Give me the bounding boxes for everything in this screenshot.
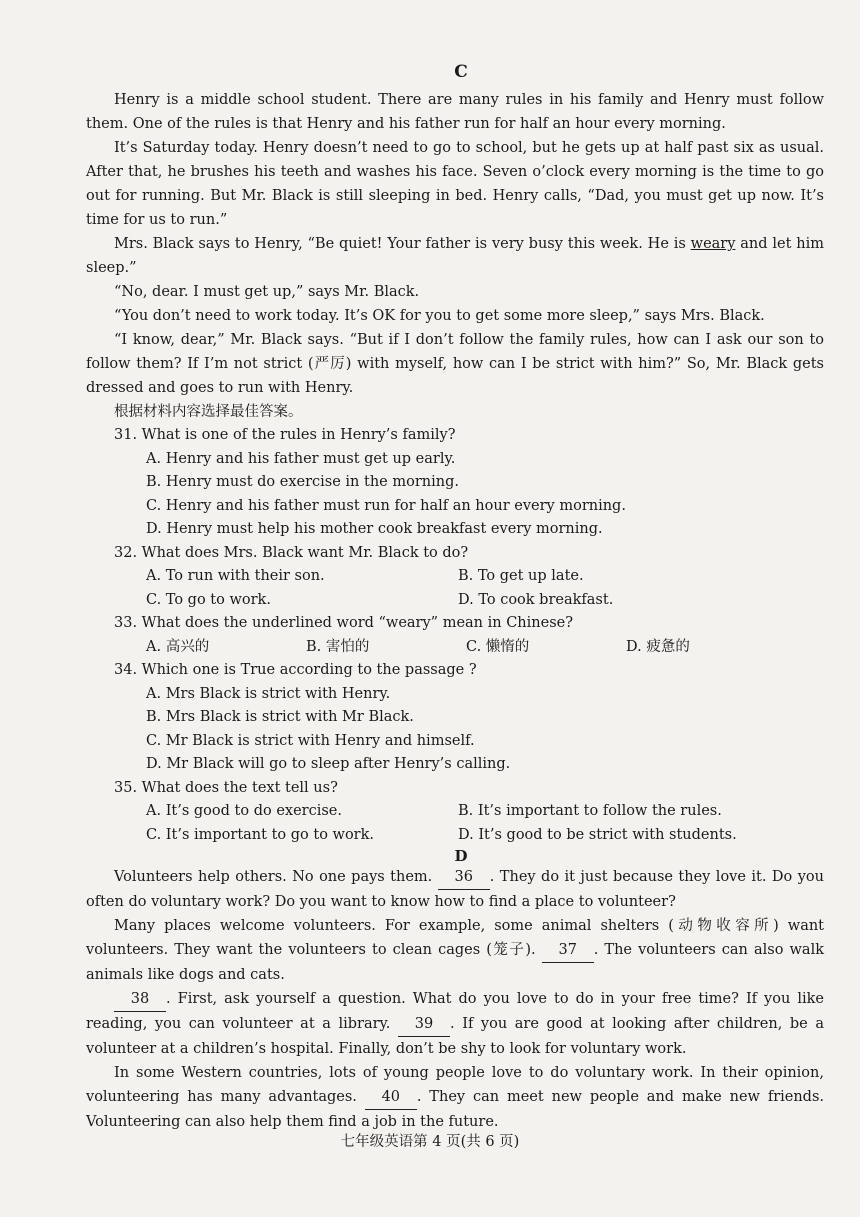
- question-31: [98, 424, 824, 542]
- text: . They can meet new people and make new friends. Volunteering can also help them find a job in the future.: [86, 1089, 825, 1130]
- option-a: A. Mrs Black is strict with Henry.: [146, 685, 391, 702]
- section-c-title: C: [454, 62, 468, 82]
- option-row: [146, 589, 824, 613]
- blank-37: 37: [542, 938, 594, 963]
- passage-d-paragraph-1: [86, 865, 824, 914]
- option-c: C. Mr Black is strict with Henry and himself.: [146, 732, 475, 749]
- passage-c: [86, 88, 824, 400]
- option-b: B. 害怕的: [306, 638, 370, 655]
- option-row: [146, 565, 824, 589]
- option-d: D. Henry must help his mother cook breakfast every morning.: [146, 521, 603, 537]
- option-d: D. To cook breakfast.: [458, 591, 614, 608]
- passage-c-paragraph-3: [86, 232, 824, 280]
- option-b: B. To get up late.: [458, 568, 584, 584]
- question-stem: 34. Which one is True according to the passage ?: [114, 662, 477, 678]
- blank-40: 40: [365, 1085, 417, 1110]
- question-stem: 33. What does the underlined word “weary” mean in Chinese?: [114, 615, 574, 631]
- paragraph-3-text-a: Mrs. Black says to Henry, “Be quiet! Your father is very busy this week. He is: [114, 236, 691, 252]
- option-c: C. To go to work.: [146, 591, 271, 608]
- text: . First, ask yourself a question. What do you love to do in your free time? If you like reading, you can volunteer at a library.: [86, 991, 824, 1032]
- instruction-text: 根据材料内容选择最佳答案。: [114, 404, 303, 420]
- passage-d-paragraph-3: [86, 987, 824, 1061]
- option-c: C. It’s important to go to work.: [146, 826, 375, 843]
- passage-c-paragraph-4: “No, dear. I must get up,” says Mr. Black.: [114, 284, 420, 300]
- question-32: [98, 542, 824, 613]
- text: . They do it just because they love it. Do you often do voluntary work? Do you want to know how to find a place to volunteer?: [86, 869, 824, 910]
- passage-d: [86, 865, 824, 1134]
- text: . The volunteers can also walk animals like dogs and cats.: [86, 942, 824, 983]
- passage-d-paragraph-4: [86, 1061, 824, 1134]
- option-a: A. Henry and his father must get up early.: [146, 450, 456, 467]
- passage-c-paragraph-1: Henry is a middle school student. There are many rules in his family and Henry must follow them. One of the rules is that Henry and his father run for half an hour every morning.: [86, 92, 824, 132]
- option-a: A. 高兴的: [146, 638, 210, 655]
- passage-c-paragraph-5: “You don’t need to work today. It’s OK for you to get some more sleep,” says Mrs. Black.: [114, 308, 765, 324]
- option-b: B. Henry must do exercise in the morning.: [146, 474, 459, 490]
- page-footer: 七年级英语第 4 页(共 6 页): [340, 1134, 520, 1150]
- option-c: C. Henry and his father must run for half an hour every morning.: [146, 497, 626, 514]
- option-row: [146, 824, 824, 848]
- option-a: A. To run with their son.: [146, 568, 325, 584]
- option-b: B. It’s important to follow the rules.: [458, 803, 722, 819]
- blank-38: 38: [114, 987, 166, 1012]
- question-34: [98, 659, 824, 777]
- option-c: C. 懒惰的: [466, 638, 530, 655]
- text: . If you are good at looking after children, be a volunteer at a children’s hospital. Finally, don’t be shy to look for voluntary work.: [86, 1016, 824, 1057]
- underlined-word: weary: [690, 236, 736, 252]
- option-d: D. Mr Black will go to sleep after Henry’s calling.: [146, 756, 511, 772]
- blank-39: 39: [398, 1012, 450, 1037]
- question-35: [98, 777, 824, 848]
- question-33: [98, 612, 824, 659]
- passage-c-paragraph-2: It’s Saturday today. Henry doesn’t need to go to school, but he gets up at half past six as usual. After that, he brushes his teeth and washes his face. Seven o’clock every morning is the time to go out for running. But Mr. Black is still sleeping in bed. Henry calls, “Dad, you must get up now. It’s time for us to run.”: [86, 140, 824, 228]
- option-d: D. 疲惫的: [626, 638, 690, 655]
- passage-c-paragraph-6: “I know, dear,” Mr. Black says. “But if I don’t follow the family rules, how can I ask our son to follow them? If I’m not strict (严厉) with myself, how can I be strict with him?” So, Mr. Black gets dressed and goes to run with Henry.: [86, 332, 824, 396]
- text: In some Western countries, lots of young people love to do voluntary work. In their opinion, volunteering has many advantages.: [86, 1065, 824, 1105]
- option-d: D. It’s good to be strict with students.: [458, 826, 737, 843]
- question-stem: 31. What is one of the rules in Henry’s family?: [114, 427, 456, 443]
- question-stem: 32. What does Mrs. Black want Mr. Black to do?: [114, 544, 469, 561]
- text: Volunteers help others. No one pays them.: [114, 869, 438, 885]
- question-stem: 35. What does the text tell us?: [114, 779, 338, 796]
- paragraph-3-text-b: and let him sleep.”: [86, 236, 824, 276]
- section-d-title: D: [454, 847, 468, 865]
- option-b: B. Mrs Black is strict with Mr Black.: [146, 709, 414, 725]
- option-row: [146, 800, 824, 824]
- option-row: [146, 636, 824, 660]
- passage-d-paragraph-2: [86, 914, 824, 987]
- blank-36: 36: [438, 865, 490, 890]
- text: Many places welcome volunteers. For example, some animal shelters (动物收容所) want volunteers. They want the volunteers to clean cages (笼子).: [86, 918, 824, 958]
- option-a: A. It’s good to do exercise.: [146, 803, 342, 819]
